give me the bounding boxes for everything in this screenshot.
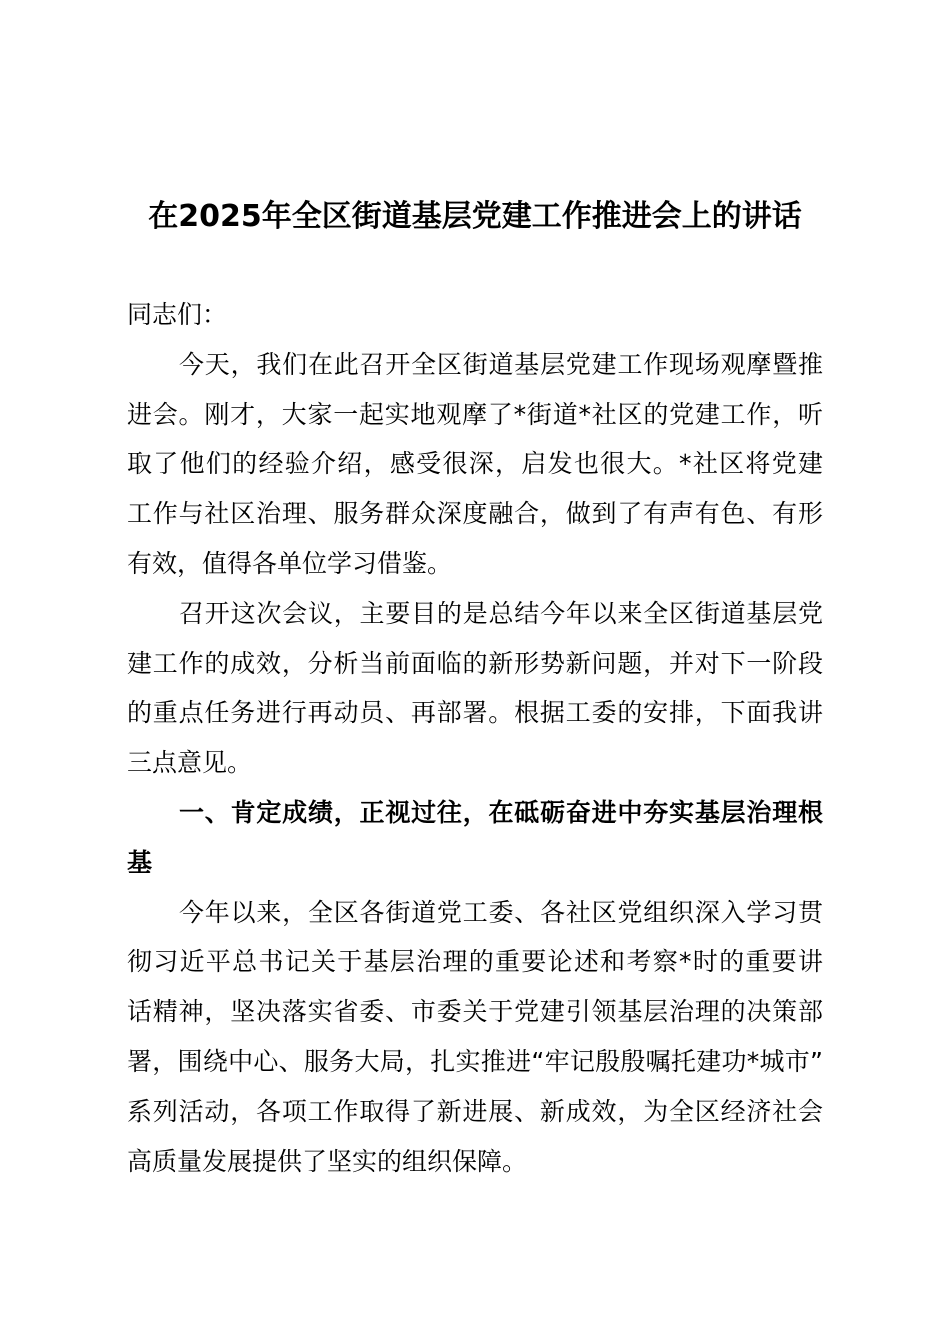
section-heading xyxy=(127,788,823,888)
text-line: 有效，值得各单位学习借鉴。 xyxy=(127,548,453,578)
text-line: 话精神，坚决落实省委、市委关于党建引领基层治理的决策部 xyxy=(127,997,823,1027)
text-line: 召开这次会议，主要目的是总结今年以来全区街道基层党 xyxy=(179,598,823,628)
text-line: 署，围绕中心、服务大局，扎实推进“牢记殷殷嘱托建功*城市” xyxy=(127,1046,823,1076)
text-line: 高质量发展提供了坚实的组织保障。 xyxy=(127,1146,528,1176)
text-line: 建工作的成效，分析当前面临的新形势新问题，并对下一阶段 xyxy=(127,648,823,678)
document-body xyxy=(127,290,823,1186)
paragraph xyxy=(127,340,823,589)
text-line: 的重点任务进行再动员、再部署。根据工委的安排，下面我讲 xyxy=(127,698,823,728)
document-title: 在2025年全区街道基层党建工作推进会上的讲话 xyxy=(148,199,802,234)
paragraph xyxy=(127,589,823,788)
text-line: 系列活动，各项工作取得了新进展、新成效，为全区经济社会 xyxy=(127,1096,823,1126)
text-line: 三点意见。 xyxy=(127,748,253,778)
text-line: 取了他们的经验介绍，感受很深，启发也很大。*社区将党建 xyxy=(127,449,823,479)
paragraphs xyxy=(127,340,823,1187)
text-line: 一、肯定成绩，正视过往，在砥砺奋进中夯实基层治理根 xyxy=(179,797,823,827)
text-line: 基 xyxy=(127,847,153,877)
text-line: 今天，我们在此召开全区街道基层党建工作现场观摩暨推 xyxy=(179,349,823,379)
text-line: 进会。刚才，大家一起实地观摩了*街道*社区的党建工作，听 xyxy=(127,399,823,429)
paragraph xyxy=(127,888,823,1187)
text-line: 今年以来，全区各街道党工委、各社区党组织深入学习贯 xyxy=(179,897,823,927)
salutation: 同志们： xyxy=(127,300,228,329)
text-line: 工作与社区治理、服务群众深度融合，做到了有声有色、有形 xyxy=(127,499,823,529)
text-line: 彻习近平总书记关于基层治理的重要论述和考察*时的重要讲 xyxy=(127,947,823,977)
